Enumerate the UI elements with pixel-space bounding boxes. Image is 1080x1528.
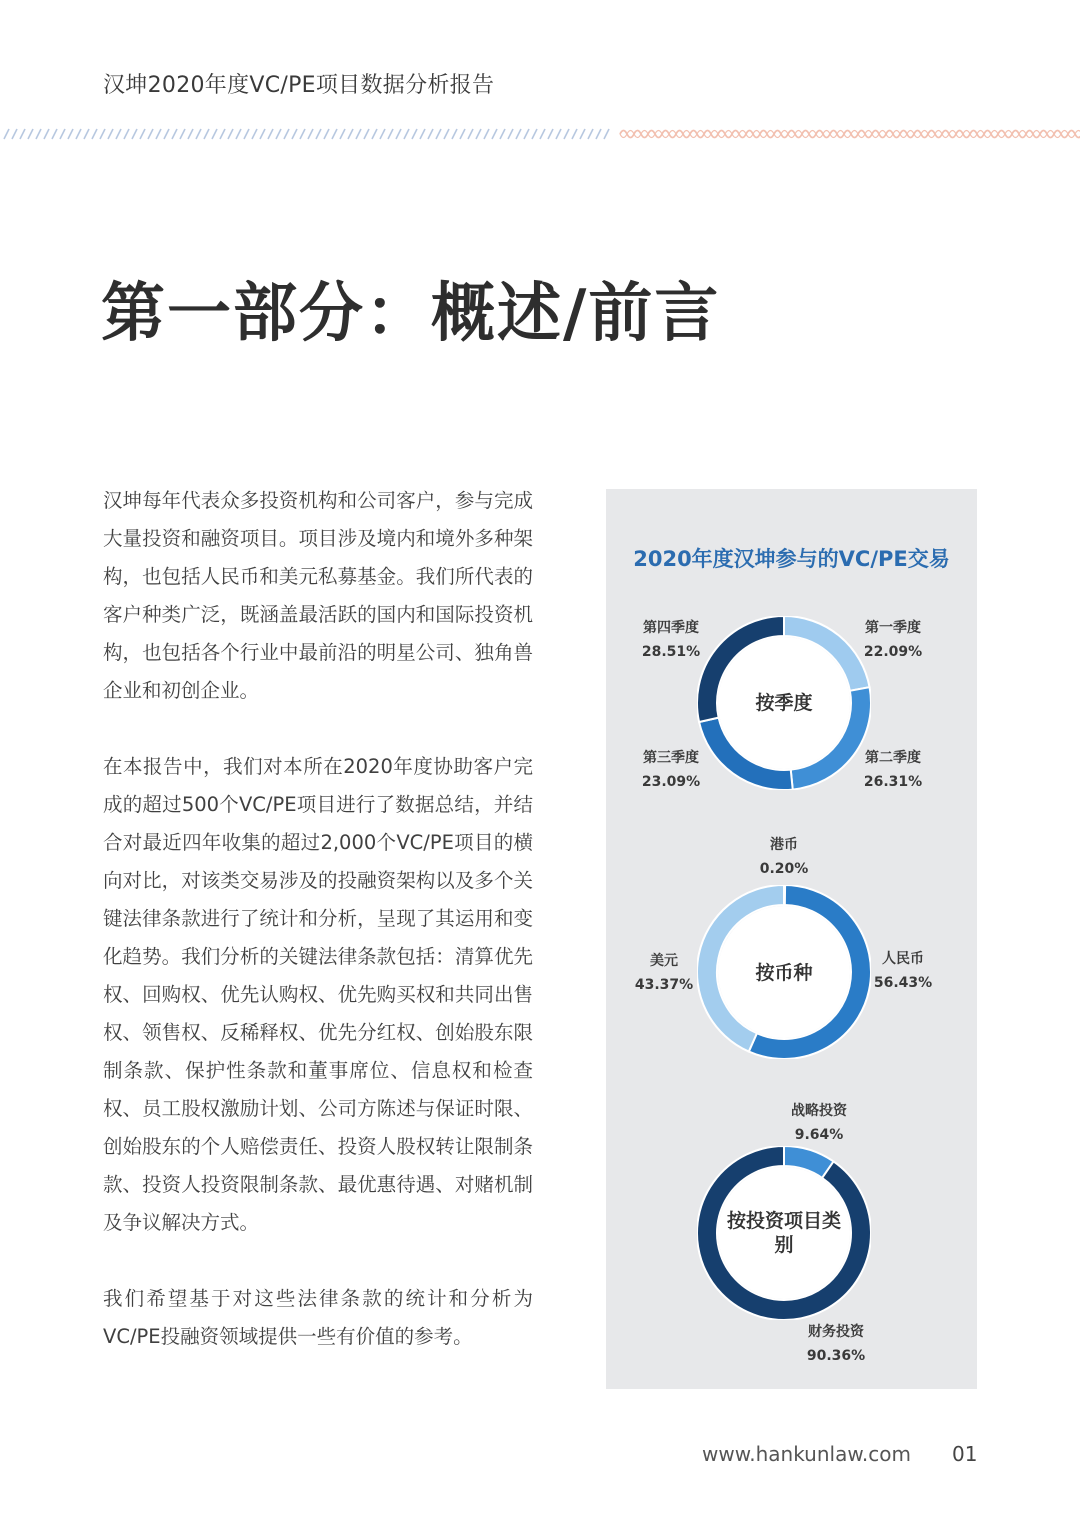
segment-value-rmb: 56.43% xyxy=(873,975,933,991)
segment-label-strategic xyxy=(779,1099,859,1147)
segment-label-usd xyxy=(624,949,704,997)
segment-name-q2: 第二季度 xyxy=(865,750,921,766)
segment-label-rmb xyxy=(863,947,943,995)
segment-value-q4: 28.51% xyxy=(641,644,701,660)
donut-center-label-investment-type: 按投资项目类别 xyxy=(726,1210,841,1256)
donut-center-label-quarter: 按季度 xyxy=(755,692,813,714)
chart-panel xyxy=(606,489,977,1389)
footer-website: www.hankunlaw.com xyxy=(702,1442,911,1466)
paragraph-purpose: 我们希望基于对这些法律条款的统计和分析为VC/PE投融资领域提供一些有价值的参考。 xyxy=(103,1287,533,1348)
segment-label-financial xyxy=(796,1320,876,1368)
segment-value-q2: 26.31% xyxy=(863,774,923,790)
segment-value-financial: 90.36% xyxy=(806,1348,866,1364)
header-hatch-pattern xyxy=(4,129,609,139)
segment-value-q1: 22.09% xyxy=(863,644,923,660)
chart-panel-title: 2020年度汉坤参与的VC/PE交易 xyxy=(633,547,950,571)
paragraph-intro: 汉坤每年代表众多投资机构和公司客户，参与完成大量投资和融资项目。项目涉及境内和境外多种架构，也包括人民币和美元私募基金。我们所代表的客户种类广泛，既涵盖最活跃的国内和国际投资机构，也包括各个行业中最前沿的明星公司、独角兽企业和初创企业。 xyxy=(103,489,533,702)
segment-label-q2 xyxy=(853,746,933,794)
segment-value-usd: 43.37% xyxy=(634,977,694,993)
segment-name-rmb: 人民币 xyxy=(882,951,924,967)
segment-name-q1: 第一季度 xyxy=(865,620,921,636)
page-number: 01 xyxy=(952,1442,978,1466)
segment-name-financial: 财务投资 xyxy=(808,1324,864,1340)
segment-value-hkd: 0.20% xyxy=(759,861,809,877)
header-wave-pattern xyxy=(620,131,1080,138)
segment-name-usd: 美元 xyxy=(650,953,678,969)
header-decorative-band xyxy=(0,124,1080,144)
section-title: 第一部分：概述/前言 xyxy=(101,277,721,351)
segment-name-q3: 第三季度 xyxy=(643,750,699,766)
segment-name-strategic: 战略投资 xyxy=(791,1103,847,1119)
segment-name-q4: 第四季度 xyxy=(643,620,699,636)
segment-label-q1 xyxy=(853,616,933,664)
report-header-title: 汉坤2020年度VC/PE项目数据分析报告 xyxy=(103,73,495,98)
body-text xyxy=(103,482,533,1394)
segment-value-q3: 23.09% xyxy=(641,774,701,790)
segment-label-q3 xyxy=(631,746,711,794)
donut-center-label-currency: 按币种 xyxy=(755,962,813,984)
segment-label-hkd xyxy=(744,833,824,881)
paragraph-scope: 在本报告中，我们对本所在2020年度协助客户完成的超过500个VC/PE项目进行了数据总结，并结合对最近四年收集的超过2,000个VC/PE项目的横向对比，对该类交易涉及的投融资架构以及多个关键法律条款进行了统计和分析，呈现了其运用和变化趋势。我们分析的关键法律条款包括：清算优先权、回购权、优先认购权、优先购买权和共同出售权、领售权、反稀释权、优先分红权、创始股东限制条款、保护性条款和董事席位、信息权和检查权、员工股权激励计划、公司方陈述与保证时限、创始股东的个人赔偿责任、投资人股权转让限制条款、投资人投资限制条款、最优惠待遇、对赌机制及争议解决方式。 xyxy=(103,755,533,1234)
segment-name-hkd: 港币 xyxy=(770,837,798,853)
segment-value-strategic: 9.64% xyxy=(794,1127,844,1143)
segment-label-q4 xyxy=(631,616,711,664)
